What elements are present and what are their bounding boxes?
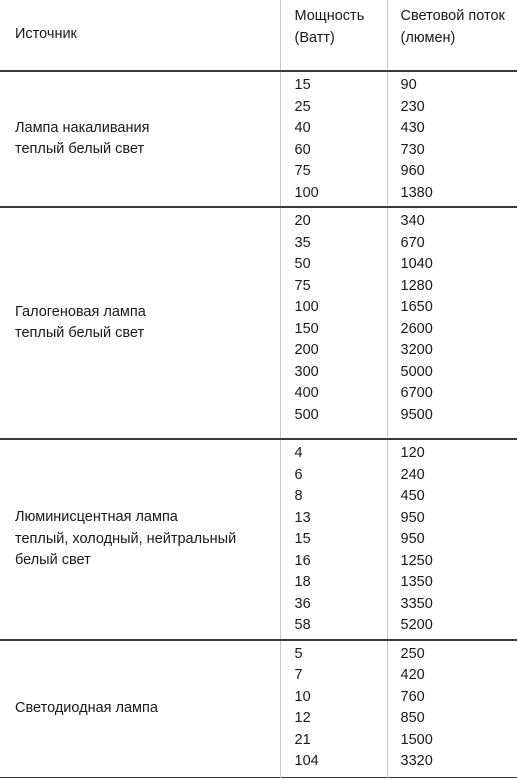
power-value: 25: [294, 98, 311, 115]
power-value: 8: [294, 488, 303, 505]
power-value: 58: [294, 617, 311, 634]
table-row: [0, 439, 517, 640]
source-cell: [0, 439, 280, 640]
flux-value: 250: [400, 645, 425, 662]
power-value: 35: [294, 234, 311, 251]
flux-value: 730: [400, 141, 425, 158]
power-value: 200: [294, 342, 319, 359]
flux-value: 1380: [400, 184, 433, 201]
header-power: Мощность (Ватт): [280, 0, 387, 71]
source-text: Светодиодная лампа: [15, 700, 158, 717]
power-value: 7: [294, 667, 303, 684]
power-value: 100: [294, 184, 319, 201]
source-text: белый свет: [15, 552, 91, 569]
flux-value: 3200: [400, 342, 433, 359]
flux-value: 3350: [400, 595, 433, 612]
flux-value: 950: [400, 531, 425, 548]
flux-cell: [387, 640, 517, 778]
header-source: Источник: [15, 26, 77, 43]
source-text: теплый белый свет: [15, 325, 145, 342]
source-cell: [0, 71, 280, 207]
power-value: 6: [294, 466, 303, 483]
flux-value: 850: [400, 710, 425, 727]
source-text: Люминисцентная лампа: [15, 509, 178, 526]
flux-value: 5000: [400, 363, 433, 380]
power-value: 50: [294, 256, 311, 273]
source-text: Лампа накаливания: [15, 119, 150, 136]
power-value: 15: [294, 77, 311, 93]
power-value: 40: [294, 120, 311, 136]
flux-value: 420: [400, 667, 425, 684]
power-value: 4: [294, 445, 303, 462]
flux-value: 1250: [400, 552, 433, 569]
power-value: 36: [294, 595, 311, 612]
flux-value: 230: [400, 98, 425, 115]
flux-value: 960: [400, 163, 425, 179]
power-value: 10: [294, 688, 311, 705]
power-cell: [280, 640, 387, 778]
flux-value: 1650: [400, 299, 433, 316]
table-row: [0, 71, 517, 207]
flux-value: 670: [400, 234, 425, 251]
power-value: 400: [294, 385, 319, 402]
source-cell: [0, 207, 280, 439]
power-value: 150: [294, 320, 319, 337]
table-row: [0, 640, 517, 778]
power-value: 300: [294, 363, 319, 380]
flux-value: 240: [400, 466, 425, 483]
flux-value: 9500: [400, 406, 433, 423]
power-value: 16: [294, 552, 311, 569]
flux-value: 340: [400, 213, 425, 230]
power-value: 104: [294, 753, 319, 770]
flux-value: 2600: [400, 320, 433, 337]
flux-value: 1280: [400, 277, 433, 294]
power-value: 75: [294, 277, 311, 294]
power-value: 15: [294, 531, 311, 548]
flux-cell: [387, 71, 517, 207]
flux-cell: [387, 439, 517, 640]
flux-value: 120: [400, 445, 425, 462]
power-cell: [280, 71, 387, 207]
power-cell: [280, 207, 387, 439]
power-value: 20: [294, 213, 311, 230]
table-header-row: [0, 0, 517, 71]
source-text: Галогеновая лампа: [15, 303, 146, 320]
flux-value: 950: [400, 509, 425, 526]
power-value: 12: [294, 710, 311, 727]
flux-value: 1040: [400, 256, 433, 273]
flux-value: 430: [400, 120, 425, 136]
power-value: 21: [294, 731, 311, 748]
table-row: [0, 207, 517, 439]
power-cell: [280, 439, 387, 640]
flux-cell: [387, 207, 517, 439]
power-value: 60: [294, 141, 311, 158]
flux-value: 1350: [400, 574, 433, 591]
source-cell: [0, 640, 280, 778]
power-value: 100: [294, 299, 319, 316]
flux-value: 5200: [400, 617, 433, 634]
power-value: 500: [294, 406, 319, 423]
flux-value: 1500: [400, 731, 433, 748]
flux-value: 90: [400, 77, 417, 93]
header-flux: Световой поток (люмен): [387, 0, 517, 71]
flux-value: 760: [400, 688, 425, 705]
source-text: теплый, холодный, нейтральный: [15, 530, 237, 547]
flux-value: 6700: [400, 385, 433, 402]
power-value: 18: [294, 574, 311, 591]
power-value: 5: [294, 645, 303, 662]
flux-value: 450: [400, 488, 425, 505]
power-value: 13: [294, 509, 311, 526]
flux-value: 3320: [400, 753, 433, 770]
source-text: теплый белый свет: [15, 141, 145, 158]
power-value: 75: [294, 163, 311, 179]
